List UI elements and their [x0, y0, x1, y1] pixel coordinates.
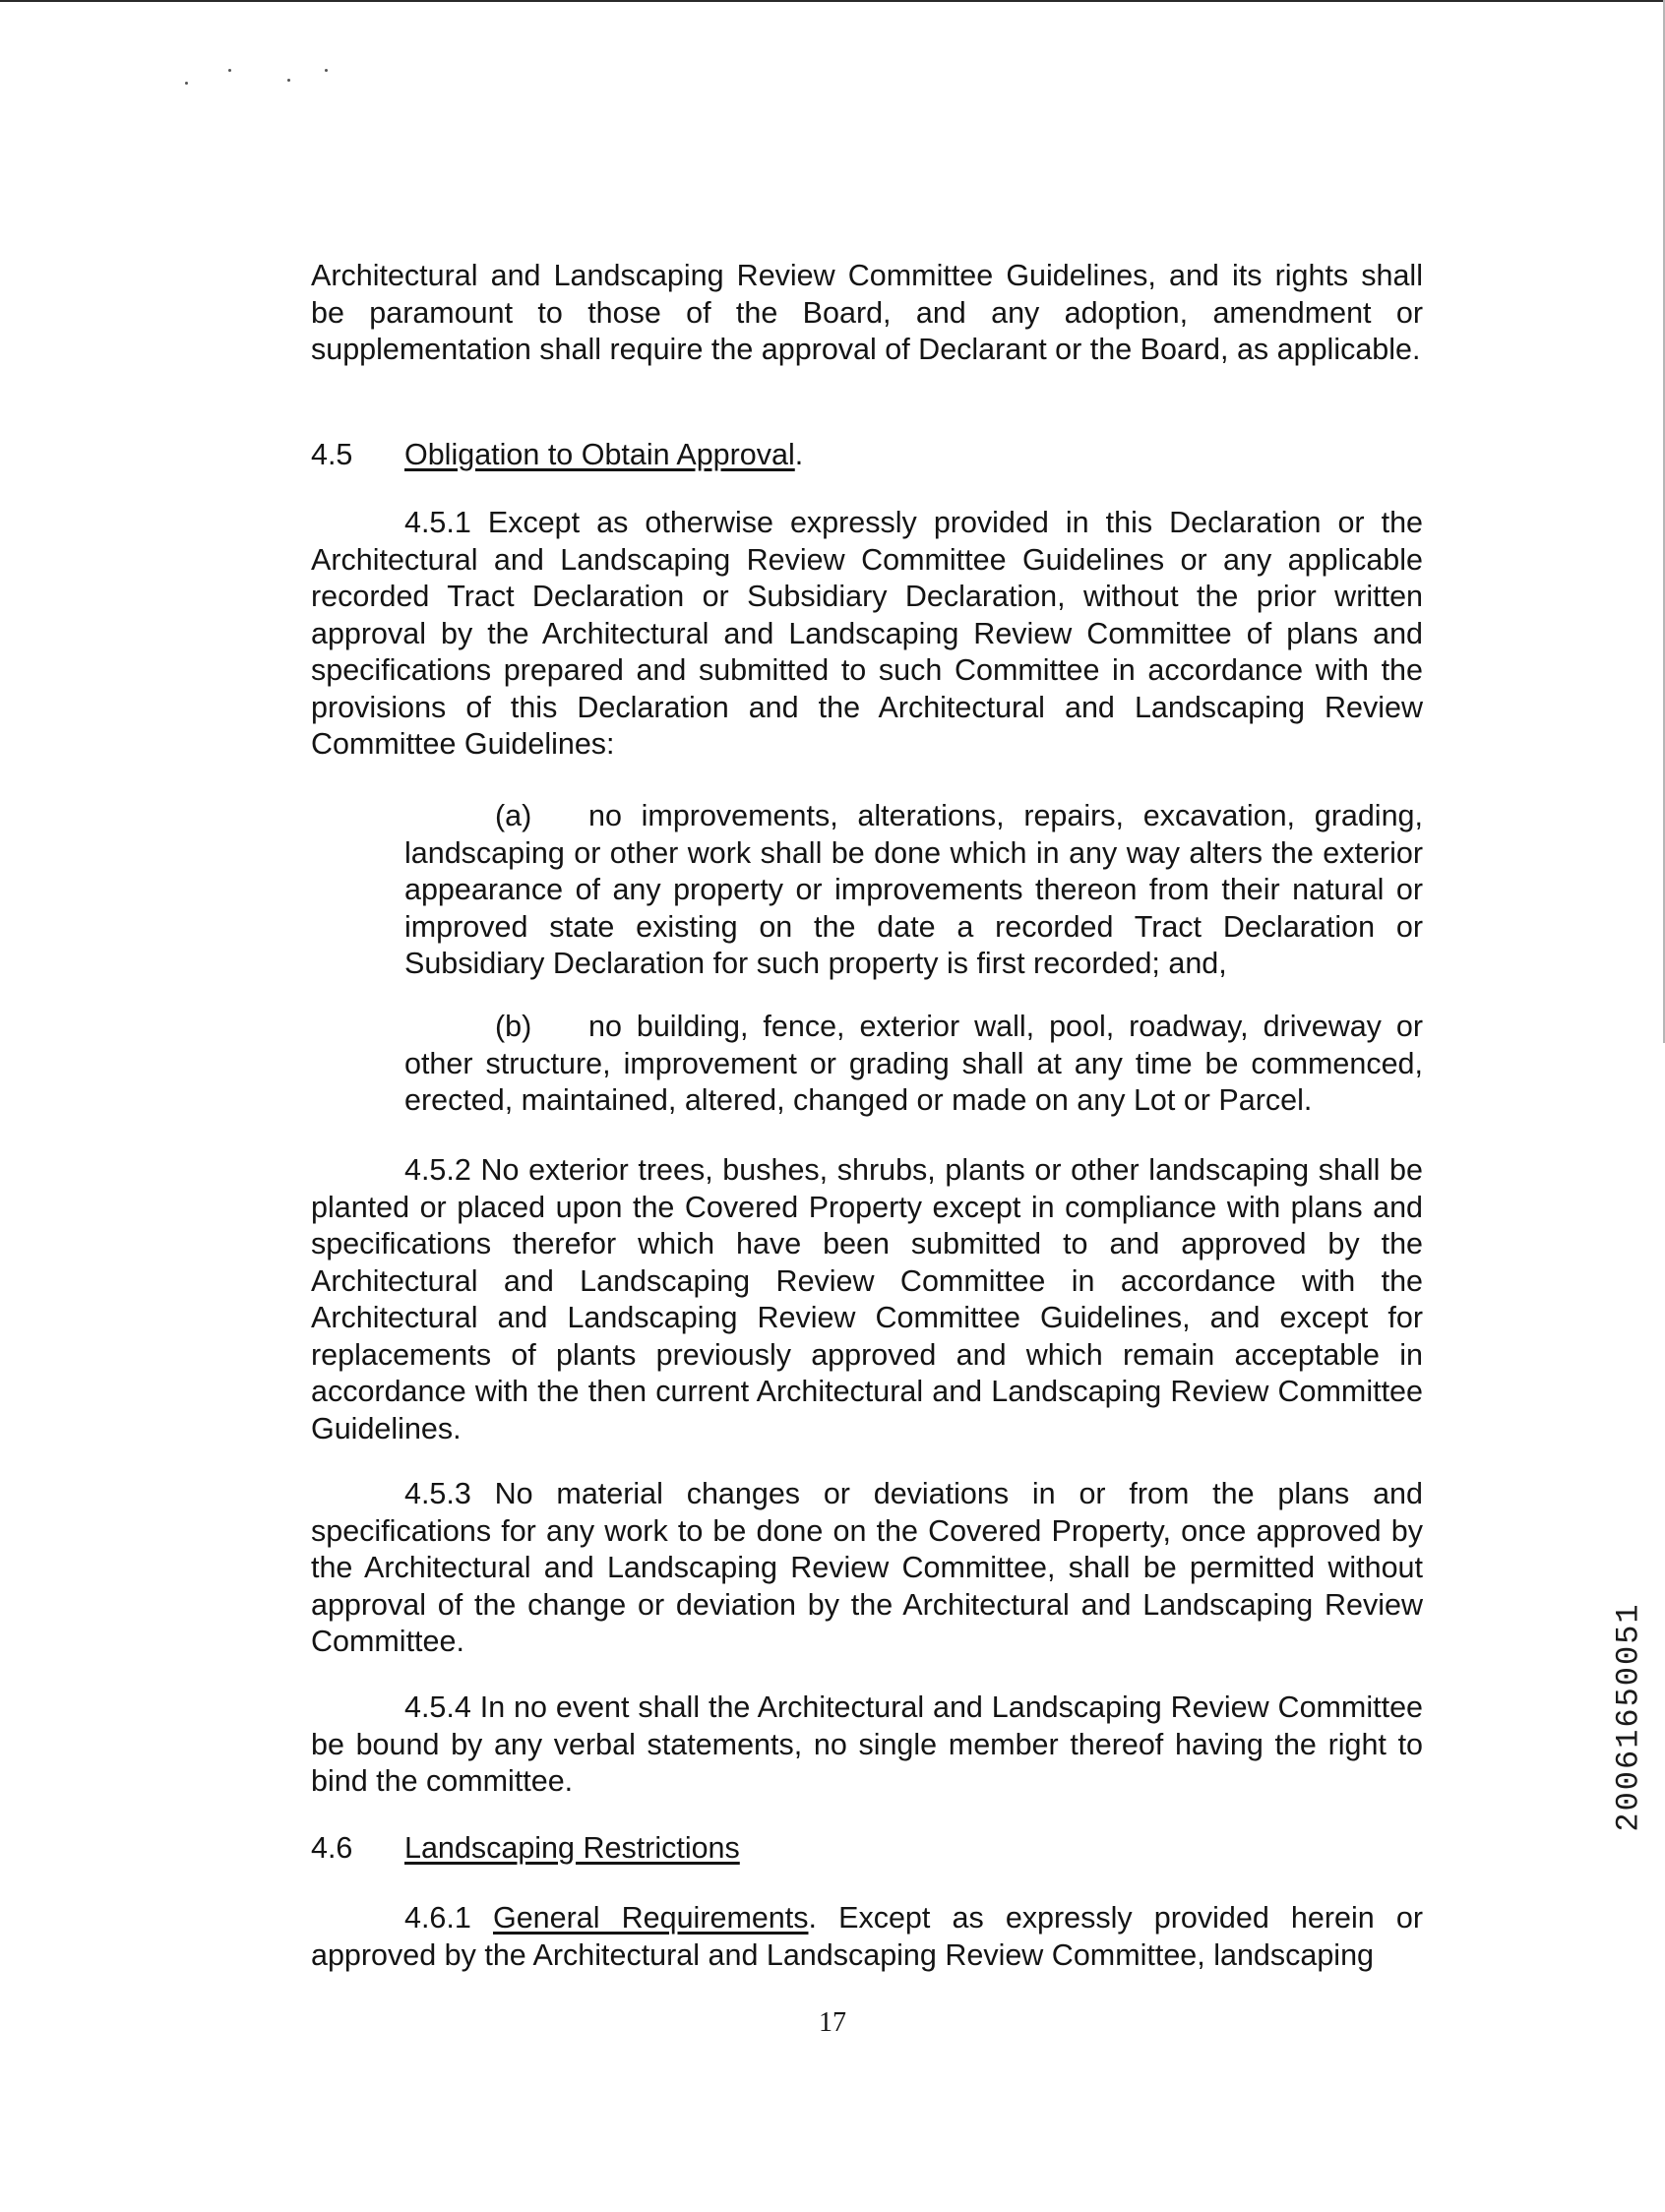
paragraph-4-5-4: 4.5.4 In no event shall the Architectural and Landscaping Review Committee be bound by any verbal statements, no single member thereof having the right to bind the committee.	[311, 1690, 1423, 1798]
scan-speck	[228, 69, 231, 72]
list-item-label: (b)	[495, 1010, 532, 1043]
section-number: 4.6	[311, 1831, 353, 1865]
paragraph-4-5-3: 4.5.3 No material changes or deviations in or from the plans and specifications for any work to be done on the Covered Property, once approved by the Architectural and Landscaping Review Committee, shall be permitted without approval of the change or deviation by the Architectural and Landscaping Review Committee.	[311, 1477, 1423, 1658]
section-title: Obligation to Obtain Approval	[404, 438, 795, 471]
document-stamp: 20061650051	[1610, 1602, 1647, 1832]
scan-speck	[185, 82, 188, 85]
section-4-5-heading	[311, 437, 803, 474]
section-4-6-heading	[311, 1830, 740, 1868]
scan-top-edge	[0, 0, 1665, 2]
list-item-a	[404, 798, 1423, 983]
scan-speck	[287, 79, 290, 82]
list-item-label: (a)	[495, 799, 532, 832]
continuation-paragraph: Architectural and Landscaping Review Committee Guidelines, and its rights shall be paramount to those of the Board, and any adoption, amendment or supplementation shall require the approval of Declarant or the Board, as applicable.	[311, 259, 1423, 366]
paragraph-4-6-1	[311, 1900, 1423, 1974]
list-item-b	[404, 1009, 1423, 1120]
list-item-text: no improvements, alterations, repairs, excavation, grading, landscaping or other work shall be done which in any way alters the exterior appearance of any property or improvements thereon from their natural or improved state existing on the date a recorded Tract Declaration or Subsidiary Declaration for such property is first recorded; and,	[404, 799, 1423, 980]
section-title-punct: .	[794, 438, 804, 471]
subsection-number: 4.6.1	[404, 1901, 471, 1935]
section-title: Landscaping Restrictions	[404, 1831, 740, 1865]
subsection-text: . Except as expressly provided herein or approved by the Architectural and Landscaping Review Committee, landscaping	[311, 1901, 1423, 1972]
list-item-text: no building, fence, exterior wall, pool, roadway, driveway or other structure, improvement or grading shall at any time be commenced, erected, maintained, altered, changed or made on any Lot or Parcel.	[404, 1010, 1423, 1117]
paragraph-4-5-1: 4.5.1 Except as otherwise expressly provided in this Declaration or the Architectural and Landscaping Review Committee Guidelines or any applicable recorded Tract Declaration or Subsidiary Declaration, without the prior written approval by the Architectural and Landscaping Review Committee of plans and specifications prepared and submitted to such Committee in accordance with the provisions of this Declaration and the Architectural and Landscaping Review Committee Guidelines:	[311, 506, 1423, 761]
scan-speck	[325, 69, 328, 72]
page-number: 17	[819, 2007, 846, 2038]
section-number: 4.5	[311, 438, 353, 471]
paragraph-4-5-2: 4.5.2 No exterior trees, bushes, shrubs, plants or other landscaping shall be planted or placed upon the Covered Property except in compliance with plans and specifications therefor which have been submitted to and approved by the Architectural and Landscaping Review Committee in accordance with the Architectural and Landscaping Review Committee Guidelines, and except for replacements of plants previously approved and which remain acceptable in accordance with the then current Architectural and Landscaping Review Committee Guidelines.	[311, 1153, 1423, 1445]
subsection-title: General Requirements	[492, 1901, 809, 1935]
